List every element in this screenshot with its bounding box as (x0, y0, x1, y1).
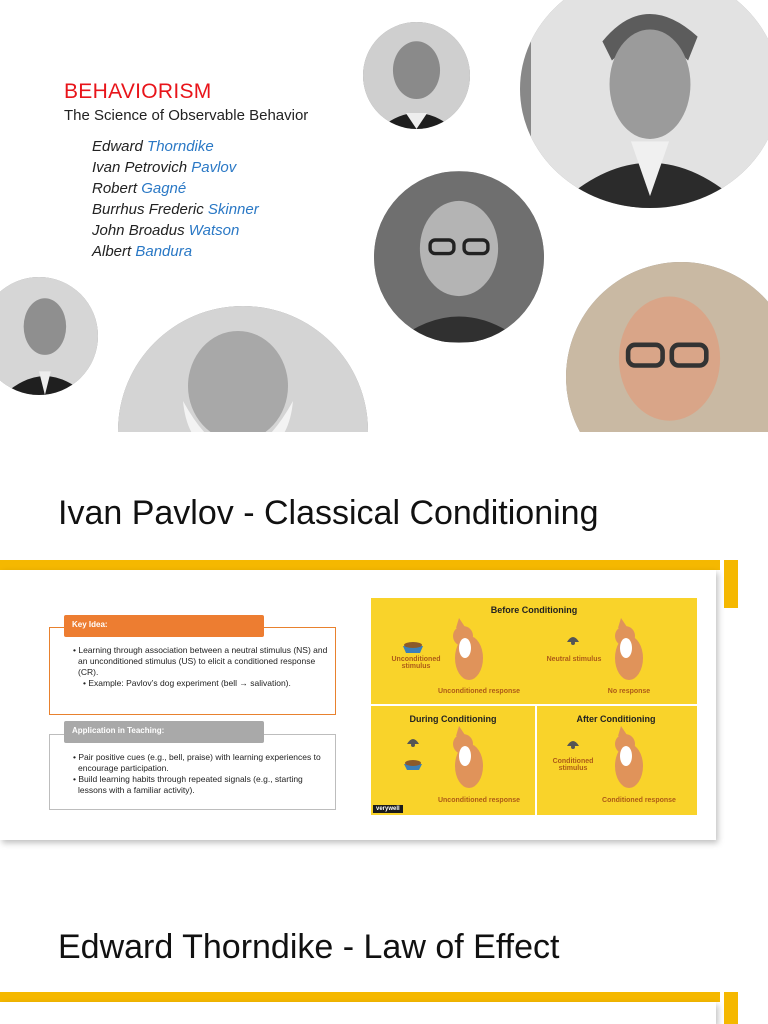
dog-icon (453, 618, 483, 680)
portrait-photo (374, 171, 544, 343)
diagram-label: Conditioned response (602, 797, 676, 804)
key-idea-bullets (70, 645, 332, 689)
bell-icon (407, 739, 419, 747)
theorist-item: Burrhus Frederic Skinner (92, 201, 259, 218)
dog-icon (615, 618, 643, 680)
accent-band (0, 992, 720, 1002)
portrait-photo (0, 277, 98, 395)
slide-subtitle: The Science of Observable Behavior (64, 107, 309, 124)
bullet-item: • Pair positive cues (e.g., bell, praise) with learning experiences to encourage participation. (73, 752, 321, 773)
section-title-thorndike: Edward Thorndike - Law of Effect (58, 928, 560, 966)
food-bowl-icon (404, 760, 422, 770)
application-label: Application in Teaching: (64, 721, 264, 743)
diagram-label: Neutral stimulus (546, 656, 602, 663)
accent-band (731, 992, 738, 1024)
bell-icon (567, 741, 579, 749)
bullet-item: • Build learning habits through repeated signals (e.g., starting lessons with a familiar activity). (73, 774, 303, 795)
diagram-label: Unconditioned response (437, 797, 521, 804)
diagram-label: Unconditioned stimulus (391, 656, 441, 670)
theorist-item: Robert Gagné (92, 180, 187, 197)
brand-logo: verywell (373, 805, 403, 813)
section-title-pavlov: Ivan Pavlov - Classical Conditioning (58, 494, 599, 532)
theorist-item: John Broadus Watson (92, 222, 240, 239)
key-idea-label: Key Idea: (64, 615, 264, 637)
diagram-heading: Before Conditioning (490, 605, 578, 615)
diagram-label: Unconditioned response (437, 688, 521, 695)
bell-icon (567, 637, 579, 645)
portrait-photo (520, 0, 768, 208)
slide-behaviorism (0, 0, 768, 432)
dog-icon (615, 726, 643, 788)
application-bullets (70, 752, 332, 796)
dog-icon (453, 726, 483, 788)
theorist-item: Albert Bandura (92, 243, 193, 260)
diagram-graphics (371, 598, 697, 815)
slide-law-of-effect (0, 1002, 716, 1024)
portrait-photo (566, 262, 768, 432)
portrait-photo (118, 306, 368, 432)
conditioning-diagram (371, 598, 697, 815)
bullet-item: • Learning through association between a neutral stimulus (NS) and an unconditioned stimulus (US) to elicit a conditioned response (CR). (73, 645, 328, 677)
diagram-heading: During Conditioning (409, 714, 497, 724)
accent-band (731, 560, 738, 608)
theorist-item: Edward Thorndike (92, 138, 214, 155)
slide-title: BEHAVIORISM (64, 80, 212, 103)
diagram-label: Conditioned stimulus (552, 758, 594, 772)
portrait-photo (363, 22, 470, 129)
food-bowl-icon (403, 642, 423, 653)
accent-band (0, 560, 720, 570)
theorist-item: Ivan Petrovich Pavlov (92, 159, 237, 176)
diagram-label: No response (607, 688, 651, 695)
sub-bullet-item: • Example: Pavlov’s dog experiment (bell → salivation). (83, 678, 291, 688)
diagram-heading: After Conditioning (576, 714, 656, 724)
theorist-list (92, 136, 259, 262)
